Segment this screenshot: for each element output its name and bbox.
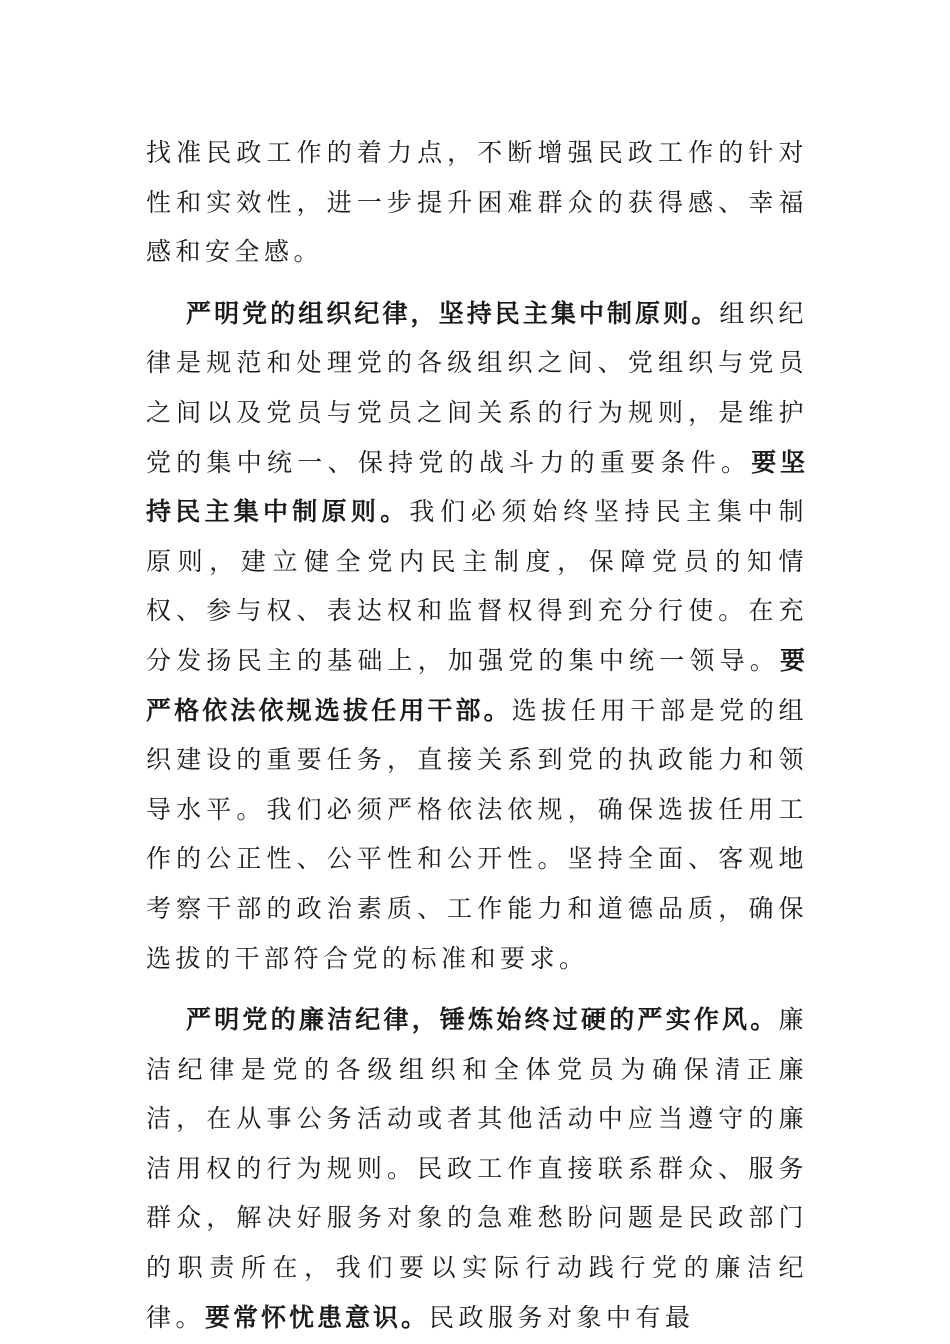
- subheading-cadre-selection: 要严格依法依规选拔任用干部。: [146, 645, 808, 725]
- paragraph-3-text-2: 民政服务对象中有最: [429, 1302, 695, 1332]
- heading-integrity-discipline: 严明党的廉洁纪律，锤炼始终过硬的严实作风。: [186, 1005, 779, 1035]
- document-page: [146, 128, 808, 1342]
- paragraph-2-text-3: 选拔任用干部是党的组织建设的重要任务，直接关系到党的执政能力和领导水平。我们必须严格依法依规，确保选拔任用工作的公正性、公平性和公开性。坚持全面、客观地考察干部的政治素质、工作能力和道德品质，确保选拔的干部符合党的标准和要求。: [146, 695, 808, 973]
- paragraph-continuation: [146, 128, 808, 277]
- paragraph-1-text: 找准民政工作的着力点，不断增强民政工作的针对性和实效性，进一步提升困难群众的获得感、幸福感和安全感。: [146, 138, 808, 267]
- paragraph-gap: [146, 277, 808, 289]
- paragraph-organizational-discipline: [146, 289, 808, 983]
- subheading-sense-of-urgency: 要常怀忧患意识。: [205, 1302, 430, 1332]
- paragraph-2-text-2: 我们必须始终坚持民主集中制原则，建立健全党内民主制度，保障党员的知情权、参与权、表达权和监督权得到充分行使。在充分发扬民主的基础上，加强党的集中统一领导。: [146, 497, 808, 675]
- paragraph-gap: [146, 983, 808, 995]
- heading-organizational-discipline: 严明党的组织纪律，坚持民主集中制原则。: [186, 298, 720, 328]
- paragraph-integrity-discipline: [146, 995, 808, 1342]
- subheading-democratic-centralism: 要坚持民主集中制原则。: [146, 447, 808, 527]
- paragraph-3-text-1: 廉洁纪律是党的各级组织和全体党员为确保清正廉洁，在从事公务活动或者其他活动中应当遵守的廉洁用权的行为规则。民政工作直接联系群众、服务群众，解决好服务对象的急难愁盼问题是民政部门的职责所在，我们要以实际行动践行党的廉洁纪律。: [146, 1005, 808, 1332]
- paragraph-2-text-1: 组织纪律是规范和处理党的各级组织之间、党组织与党员之间以及党员与党员之间关系的行为规则，是维护党的集中统一、保持党的战斗力的重要条件。: [146, 298, 808, 477]
